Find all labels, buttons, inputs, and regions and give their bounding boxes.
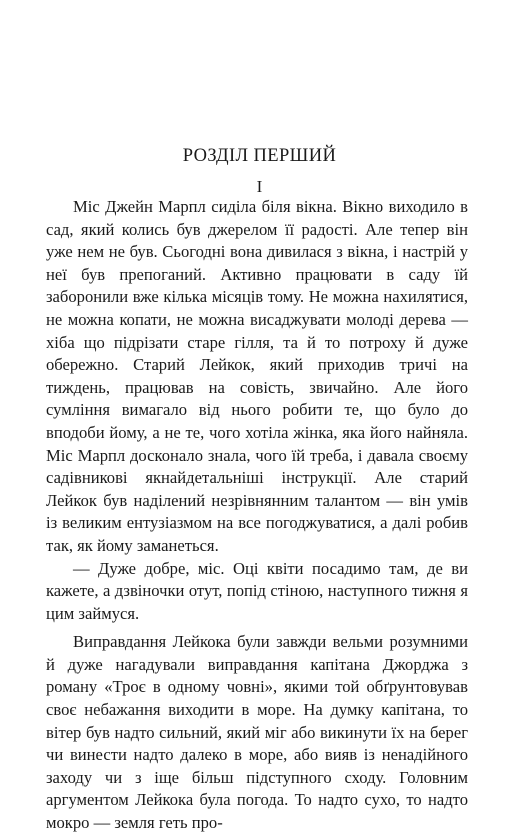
paragraph-1: Міс Джейн Марпл сиділа біля вікна. Вікно виходило в сад, який колись був джерелом її радості. Але тепер він уже нем не був. Сьогодні вона дивилася з вікна, і настрій у неї був препоганий. Активно працювати в саду їй заборонили вже кілька місяців тому. Не можна нахилятися, не можна копати, не можна висаджувати молоді дерева — хіба що підрізати старе гілля, та й то потроху й дуже обережно. Старий Лейкок, який приходив тричі на тиждень, працював на совість, звичайно. Але його сумління вимагало від нього робити те, що було до вподоби йому, а не те, чого хотіла жінка, яка його найняла. Міс Марпл досконало знала, чого їй треба, і давала своєму садівникові якнайдетальніші інструкції. Але старий Лейкок був наділений незрівнянним талантом — він умів із великим ентузіазмом на все погоджуватися, а далі робив так, як йому заманеться.: [46, 197, 468, 555]
paragraph-2: — Дуже добре, міс. Оці квіти посадимо там, де ви кажете, а дзвіночки отут, попід стіною, наступного тижня я цим займуся.: [46, 558, 468, 623]
section-number: I: [256, 177, 263, 196]
paragraph-3: Виправдання Лейкока були завжди вельми розумними й дуже нагадували виправдання капітана Джорджа з роману «Троє в одному човні», якими той обґрунтовував своє небажання виходити в море. На думку капітана, то вітер був надто сильний, який міг або викинути їх на берег чи винести надто далеко в море, або вияв із ненадійного заходу чи з іще більш підступного сходу. Головним аргументом Лейкока була погода. То надто сухо, то надто мокро — земля геть про-: [46, 632, 468, 833]
body-text: [46, 196, 468, 835]
chapter-title: РОЗДІЛ ПЕРШИЙ: [182, 146, 337, 166]
